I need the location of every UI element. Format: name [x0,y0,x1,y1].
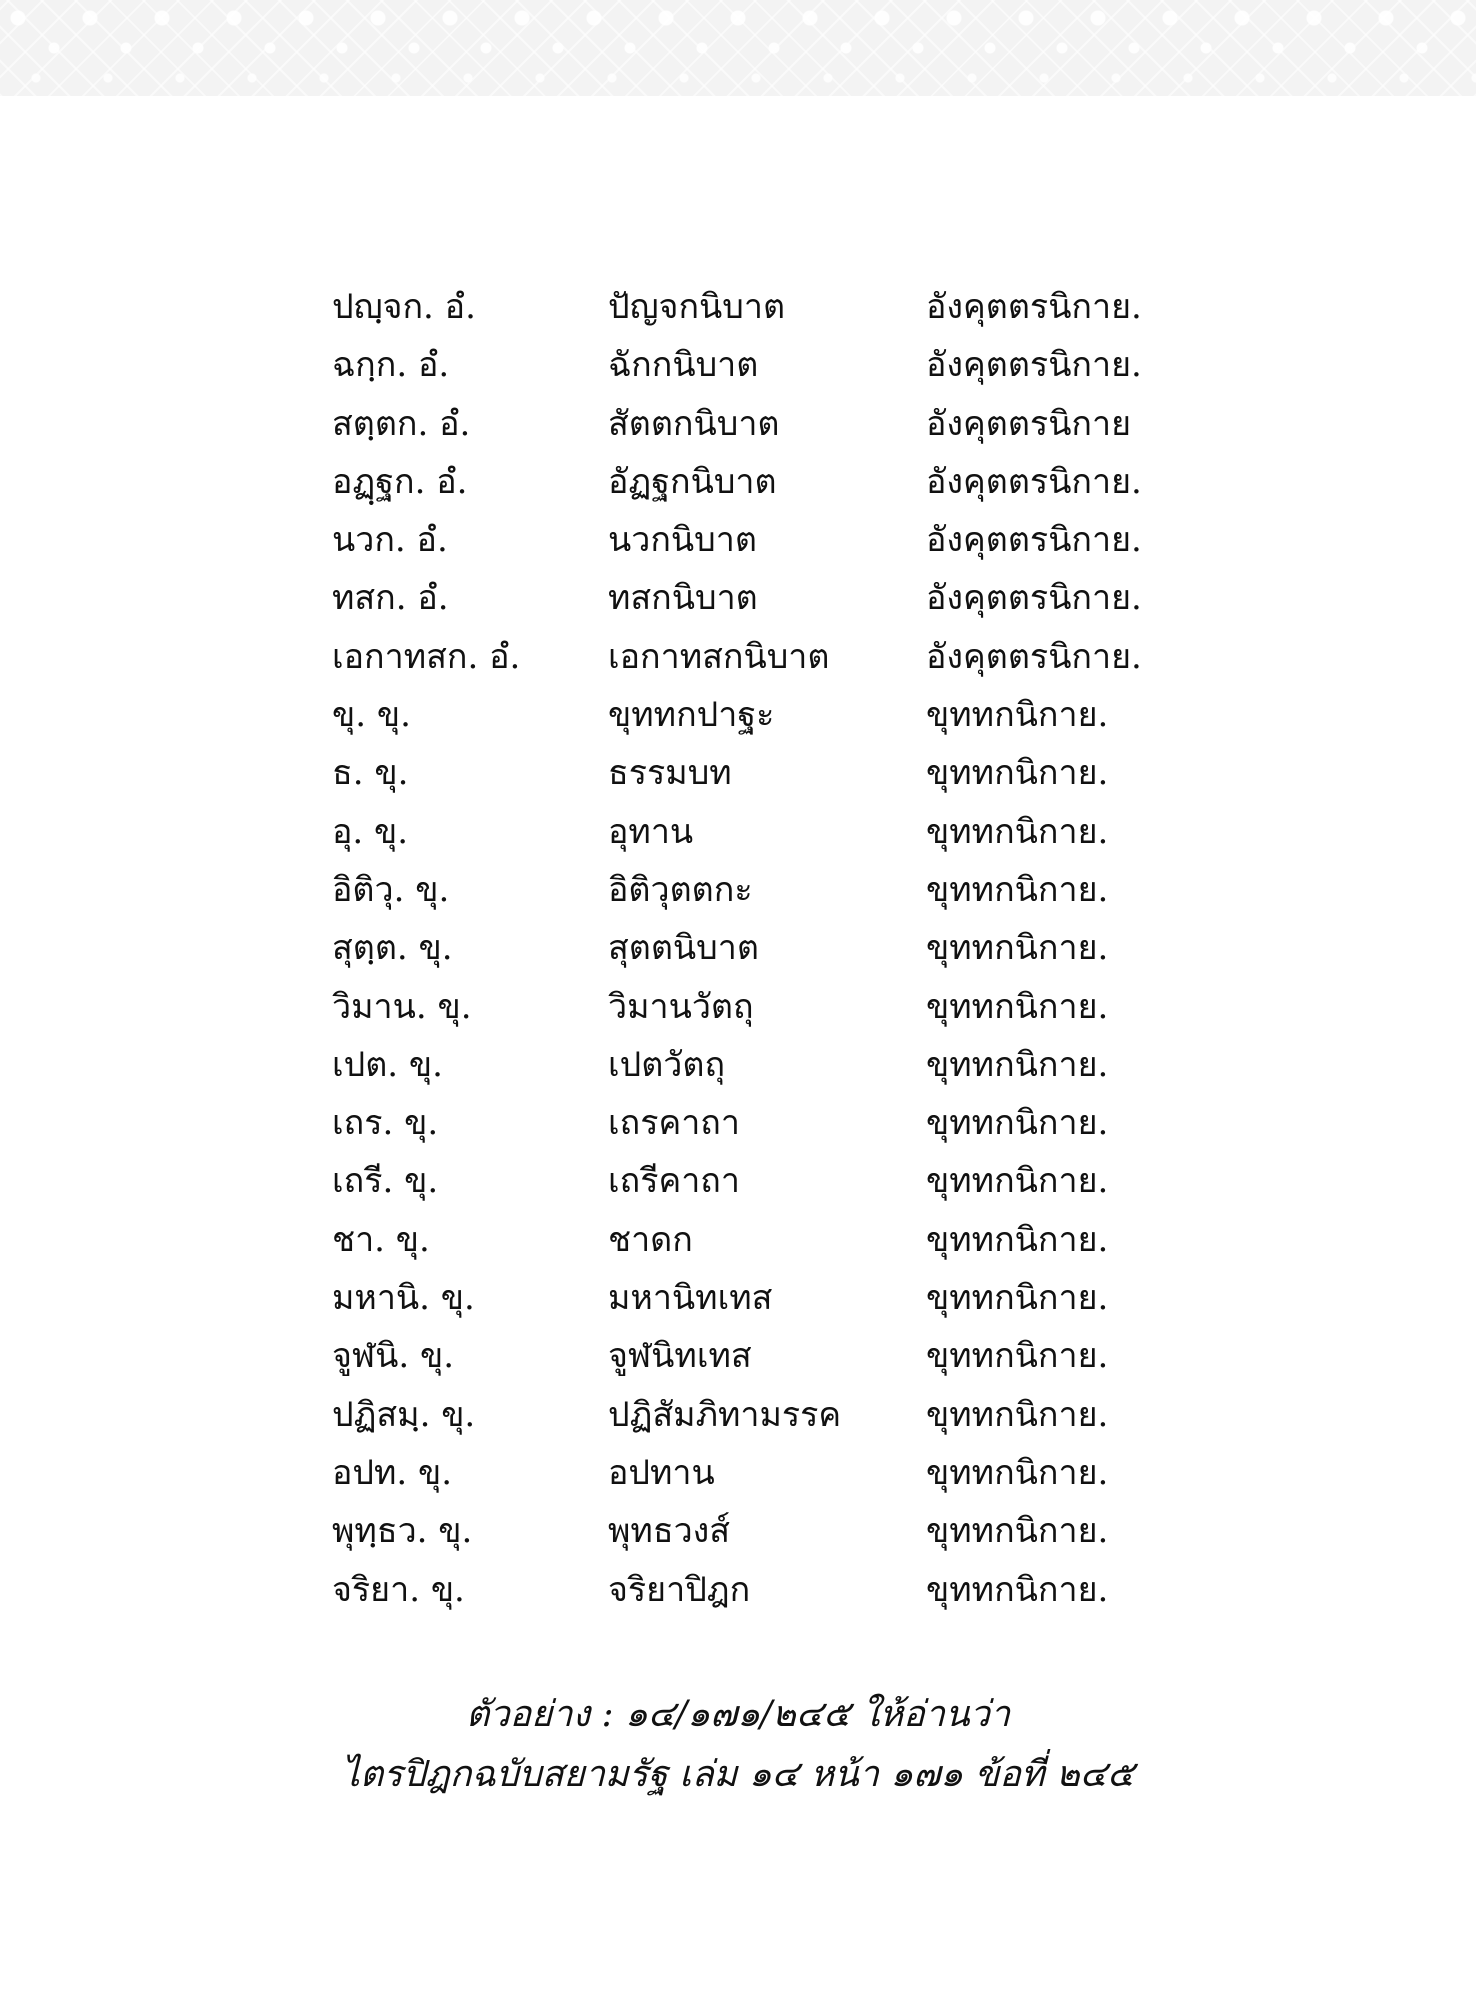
full-name: อิติวุตตกะ [608,869,753,910]
collection: ขุททกนิกาย. [926,869,1109,910]
full-name: เอกาทสกนิบาต [608,636,830,677]
abbreviation: พุทฺธว. ขุ. [332,1511,473,1552]
table-row [332,1269,1232,1327]
full-name: มหานิทเทส [608,1278,773,1319]
table-row [332,1211,1232,1269]
full-name: ธรรมบท [608,753,732,794]
abbreviation: ปฏิสมฺ. ขุ. [332,1394,476,1435]
abbreviation: อฏฺฐก. อํ. [332,461,468,502]
collection: อังคุตตรนิกาย. [926,520,1142,561]
example-line-1: ตัวอย่าง : ๑๔/๑๗๑/๒๔๕ ให้อ่านว่า [465,1694,1011,1735]
collection: ขุททกนิกาย. [926,1278,1109,1319]
collection: ขุททกนิกาย. [926,1044,1109,1085]
table-row [332,803,1232,861]
collection: ขุททกนิกาย. [926,1511,1109,1552]
abbreviation: เถร. ขุ. [332,1103,439,1144]
collection: ขุททกนิกาย. [926,753,1109,794]
collection: ขุททกนิกาย. [926,695,1109,736]
full-name: อปทาน [608,1452,715,1493]
abbreviation: จริยา. ขุ. [332,1569,465,1610]
table-row [332,336,1232,394]
full-name: ชาดก [608,1219,693,1260]
abbreviation-table [332,278,1232,1619]
full-name: ฉักกนิบาต [608,345,759,386]
collection: ขุททกนิกาย. [926,928,1109,969]
abbreviation: อุ. ขุ. [332,811,409,852]
table-row [332,511,1232,569]
full-name: พุทธวงส์ [608,1511,731,1552]
collection: อังคุตตรนิกาย. [926,345,1142,386]
abbreviation: ขุ. ขุ. [332,695,411,736]
full-name: อัฏฐกนิบาต [608,461,777,502]
abbreviation: อิติวุ. ขุ. [332,869,450,910]
abbreviation: ชา. ขุ. [332,1219,430,1260]
collection: ขุททกนิกาย. [926,1452,1109,1493]
collection: ขุททกนิกาย. [926,1161,1109,1202]
decorative-header-pattern [0,0,1476,96]
full-name: เถรีคาถา [608,1161,740,1202]
full-name: วิมานวัตถุ [608,986,754,1027]
abbreviation: นวก. อํ. [332,520,448,561]
full-name: สัตตกนิบาต [608,403,780,444]
collection: ขุททกนิกาย. [926,986,1109,1027]
full-name: ปฏิสัมภิทามรรค [608,1394,842,1435]
table-row [332,1561,1232,1619]
table-row [332,1094,1232,1152]
full-name: ทสกนิบาต [608,578,758,619]
full-name: เปตวัตถุ [608,1044,726,1085]
table-row [332,744,1232,802]
full-name: ปัญจกนิบาต [608,287,786,327]
abbreviation: เปต. ขุ. [332,1044,443,1085]
table-row [332,278,1232,336]
table-row [332,978,1232,1036]
collection: อังคุตตรนิกาย. [926,287,1142,327]
collection: อังคุตตรนิกาย. [926,578,1142,619]
table-row [332,569,1232,627]
abbreviation: มหานิ. ขุ. [332,1278,475,1319]
full-name: เถรคาถา [608,1103,740,1144]
table-row [332,395,1232,453]
abbreviation: จูฬนิ. ขุ. [332,1336,455,1377]
full-name: จูฬนิทเทส [608,1336,752,1377]
table-row [332,1152,1232,1210]
abbreviation: เถรี. ขุ. [332,1161,439,1202]
table-row [332,1036,1232,1094]
abbreviation: อปท. ขุ. [332,1452,453,1493]
abbreviation: เอกาทสก. อํ. [332,636,521,677]
abbreviation: ธ. ขุ. [332,753,409,794]
abbreviation: ปญฺจก. อํ. [332,287,476,327]
table-row [332,919,1232,977]
collection: ขุททกนิกาย. [926,1394,1109,1435]
example-line-2: ไตรปิฎกฉบับสยามรัฐ เล่ม ๑๔ หน้า ๑๗๑ ข้อที่ ๒๔๕ [341,1754,1135,1795]
collection: ขุททกนิกาย. [926,1569,1109,1610]
full-name: นวกนิบาต [608,520,757,561]
full-name: อุทาน [608,811,694,852]
abbreviation: สตฺตก. อํ. [332,403,471,444]
collection: ขุททกนิกาย. [926,811,1109,852]
abbreviation: วิมาน. ขุ. [332,986,472,1027]
full-name: จริยาปิฎก [608,1569,751,1610]
collection: ขุททกนิกาย. [926,1219,1109,1260]
table-row [332,1327,1232,1385]
table-row [332,628,1232,686]
table-row [332,1444,1232,1502]
abbreviation: สุตฺต. ขุ. [332,928,453,969]
collection: ขุททกนิกาย. [926,1336,1109,1377]
table-row [332,453,1232,511]
table-row [332,1386,1232,1444]
table-row [332,686,1232,744]
collection: อังคุตตรนิกาย. [926,461,1142,502]
collection: อังคุตตรนิกาย. [926,636,1142,677]
abbreviation: ทสก. อํ. [332,578,449,619]
full-name: ขุททกปาฐะ [608,695,775,736]
full-name: สุตตนิบาต [608,928,759,969]
collection: อังคุตตรนิกาย [926,403,1132,444]
table-row [332,1502,1232,1560]
abbreviation: ฉกฺก. อํ. [332,345,450,386]
table-row [332,861,1232,919]
collection: ขุททกนิกาย. [926,1103,1109,1144]
